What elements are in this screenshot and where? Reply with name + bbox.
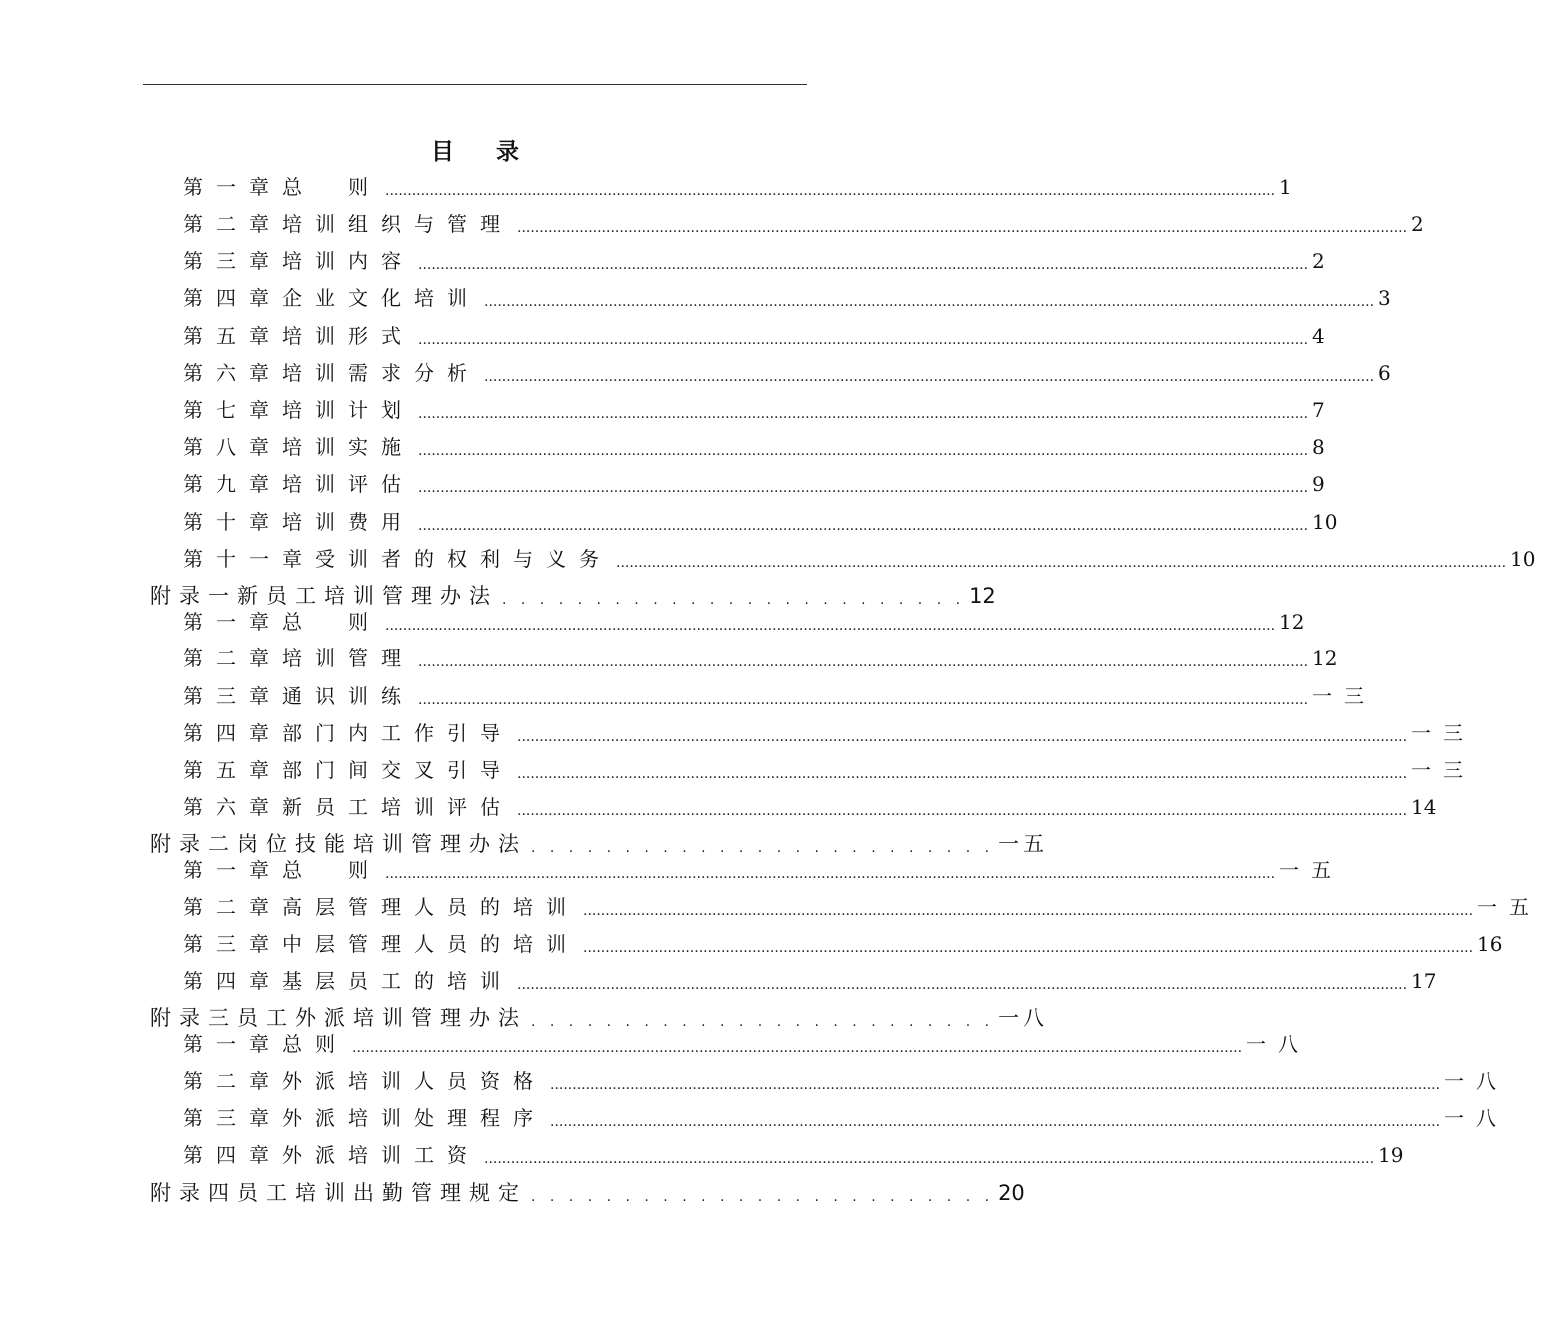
entry-name: 外派培训人员资格 [282,1069,546,1093]
page-number: 17 [1411,969,1437,993]
toc-chapter-entry[interactable] [183,283,1391,313]
page-number: 一八 [1444,1069,1509,1093]
entry-name: 培训形式 [282,324,414,348]
toc-chapter-entry[interactable] [183,1140,1404,1170]
entry-label: 第四章 [183,1143,282,1167]
dot-leader: ........................................................................................................................................................................................................ [418,443,1309,459]
toc-chapter-entry[interactable] [183,172,1292,202]
toc-chapter-entry[interactable] [183,209,1424,239]
entry-label: 附录二 [150,832,237,856]
toc-chapter-entry[interactable] [183,718,1476,748]
dot-leader: . . . . . . . . . . . . . . . . . . . . . . . . . [531,840,995,856]
dot-leader: ........................................................................................................................................................................................................ [616,555,1507,571]
toc-chapter-entry[interactable] [183,321,1325,351]
entry-name: 岗位技能培训管理办法 [237,832,527,856]
entry-name: 员工外派培训管理办法 [237,1006,527,1030]
entry-label: 第三章 [183,932,282,956]
entry-name: 部门间交叉引导 [282,758,513,782]
dot-leader: . . . . . . . . . . . . . . . . . . . . . . . . . [531,1014,995,1030]
entry-label: 第十一章 [183,547,315,571]
page-number: 2 [1411,212,1424,236]
entry-name: 培训评估 [282,472,414,496]
toc-title-char-1: 目 [431,139,454,165]
entry-name: 总 则 [282,858,381,882]
page-number: 14 [1411,795,1437,819]
page-number: 12 [969,584,996,608]
entry-name: 企业文化培训 [282,286,480,310]
toc-title [0,133,950,166]
entry-name: 总则 [282,1032,348,1056]
entry-label: 第二章 [183,1069,282,1093]
page-number: 一三 [1411,721,1476,745]
entry-label: 第九章 [183,472,282,496]
toc-chapter-entry[interactable] [183,929,1503,959]
entry-label: 附录一 [150,584,237,608]
entry-name: 总 则 [282,175,381,199]
dot-leader: ........................................................................................................................................................................................................ [418,518,1309,534]
entry-label: 第五章 [183,324,282,348]
dot-leader: . . . . . . . . . . . . . . . . . . . . . . . . . [502,592,966,608]
page-number: 一三 [1411,758,1476,782]
page-number: 10 [1312,510,1338,534]
dot-leader: ........................................................................................................................................................................................................ [583,903,1474,919]
entry-name: 培训内容 [282,249,414,273]
dot-leader: ........................................................................................................................................................................................................ [484,1151,1375,1167]
toc-chapter-entry[interactable] [183,792,1437,822]
page-number: 一三 [1312,684,1377,708]
entry-label: 第二章 [183,895,282,919]
entry-label: 第三章 [183,684,282,708]
dot-leader: ........................................................................................................................................................................................................ [550,1077,1441,1093]
dot-leader: ........................................................................................................................................................................................................ [385,866,1276,882]
entry-name: 高层管理人员的培训 [282,895,579,919]
entry-name: 新员工培训管理办法 [237,584,498,608]
dot-leader: ........................................................................................................................................................................................................ [517,729,1408,745]
dot-leader: ........................................................................................................................................................................................................ [418,480,1309,496]
page-number: 一八 [998,1006,1049,1030]
entry-label: 第一章 [183,610,282,634]
dot-leader: . . . . . . . . . . . . . . . . . . . . . . . . . [531,1189,995,1205]
dot-leader: ........................................................................................................................................................................................................ [418,332,1309,348]
toc-chapter-entry[interactable] [183,1029,1311,1059]
toc-chapter-entry[interactable] [183,607,1305,637]
entry-label: 第一章 [183,858,282,882]
entry-name: 培训管理 [282,646,414,670]
toc-chapter-entry[interactable] [183,681,1377,711]
entry-name: 中层管理人员的培训 [282,932,579,956]
entry-name: 通识训练 [282,684,414,708]
toc-chapter-entry[interactable] [183,855,1344,885]
toc-chapter-entry[interactable] [183,643,1338,673]
page-number: 一五 [998,832,1049,856]
entry-name: 外派培训工资 [282,1143,480,1167]
entry-label: 第八章 [183,435,282,459]
page-number: 20 [998,1181,1025,1205]
dot-leader: ........................................................................................................................................................................................................ [517,766,1408,782]
page-number: 8 [1312,435,1325,459]
dot-leader: ........................................................................................................................................................................................................ [385,618,1276,634]
dot-leader: ........................................................................................................................................................................................................ [418,654,1309,670]
page-number: 1 [1279,175,1292,199]
toc-chapter-entry[interactable] [183,358,1391,388]
dot-leader: ........................................................................................................................................................................................................ [517,803,1408,819]
entry-label: 第十章 [183,510,282,534]
entry-label: 第一章 [183,1032,282,1056]
page-number: 一八 [1246,1032,1311,1056]
toc-chapter-entry[interactable] [183,544,1536,574]
dot-leader: ........................................................................................................................................................................................................ [583,940,1474,956]
page-number: 4 [1312,324,1325,348]
header-rule [143,84,807,85]
page-number: 9 [1312,472,1325,496]
entry-name: 基层员工的培训 [282,969,513,993]
entry-label: 附录四 [150,1181,237,1205]
entry-name: 培训需求分析 [282,361,480,385]
page-number: 一八 [1444,1106,1509,1130]
page-number: 19 [1378,1143,1404,1167]
page-number: 12 [1279,610,1305,634]
dot-leader: ........................................................................................................................................................................................................ [352,1040,1243,1056]
dot-leader: ........................................................................................................................................................................................................ [517,220,1408,236]
toc-chapter-entry[interactable] [183,892,1541,922]
entry-name: 培训组织与管理 [282,212,513,236]
toc-chapter-entry[interactable] [183,432,1325,462]
entry-label: 第三章 [183,249,282,273]
dot-leader: ........................................................................................................................................................................................................ [418,692,1309,708]
entry-label: 第二章 [183,646,282,670]
page-number: 3 [1378,286,1391,310]
entry-label: 附录三 [150,1006,237,1030]
page-number: 一五 [1477,895,1541,919]
toc-appendix-entry[interactable] [150,1178,1025,1208]
entry-name: 外派培训处理程序 [282,1106,546,1130]
dot-leader: ........................................................................................................................................................................................................ [385,183,1276,199]
entry-name: 培训计划 [282,398,414,422]
page-number: 12 [1312,646,1338,670]
page-number: 7 [1312,398,1325,422]
toc-title-char-2: 录 [496,139,519,165]
toc-chapter-entry[interactable] [183,1066,1509,1096]
toc-chapter-entry[interactable] [183,507,1338,537]
entry-name: 培训费用 [282,510,414,534]
toc-chapter-entry[interactable] [183,755,1476,785]
dot-leader: ........................................................................................................................................................................................................ [418,406,1309,422]
toc-chapter-entry[interactable] [183,395,1325,425]
dot-leader: ........................................................................................................................................................................................................ [484,369,1375,385]
dot-leader: ........................................................................................................................................................................................................ [484,294,1375,310]
dot-leader: ........................................................................................................................................................................................................ [418,257,1309,273]
toc-chapter-entry[interactable] [183,469,1325,499]
entry-name: 员工培训出勤管理规定 [237,1181,527,1205]
dot-leader: ........................................................................................................................................................................................................ [550,1114,1441,1130]
toc-chapter-entry[interactable] [183,246,1325,276]
entry-label: 第四章 [183,286,282,310]
entry-name: 部门内工作引导 [282,721,513,745]
entry-name: 受训者的权利与义务 [315,547,612,571]
page-number: 一五 [1279,858,1344,882]
entry-name: 总 则 [282,610,381,634]
entry-name: 培训实施 [282,435,414,459]
toc-chapter-entry[interactable] [183,966,1437,996]
entry-label: 第四章 [183,969,282,993]
entry-label: 第六章 [183,361,282,385]
entry-label: 第二章 [183,212,282,236]
page-number: 2 [1312,249,1325,273]
page-number: 16 [1477,932,1503,956]
toc-chapter-entry[interactable] [183,1103,1509,1133]
entry-label: 第六章 [183,795,282,819]
entry-label: 第五章 [183,758,282,782]
page-number: 6 [1378,361,1391,385]
entry-label: 第七章 [183,398,282,422]
entry-label: 第四章 [183,721,282,745]
entry-label: 第一章 [183,175,282,199]
dot-leader: ........................................................................................................................................................................................................ [517,977,1408,993]
page-number: 10 [1510,547,1536,571]
entry-name: 新员工培训评估 [282,795,513,819]
entry-label: 第三章 [183,1106,282,1130]
